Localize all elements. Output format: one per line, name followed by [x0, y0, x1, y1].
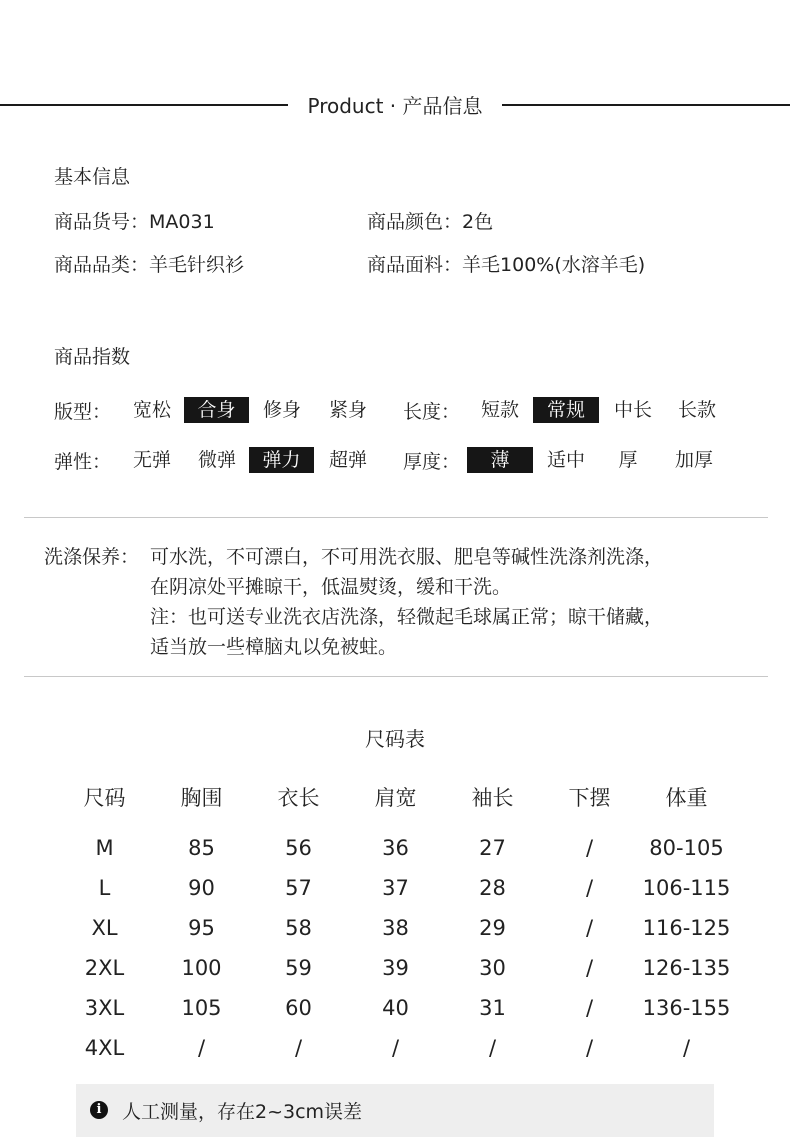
- header-rule-right: [502, 104, 790, 106]
- thickness-option-medium: 适中: [546, 449, 585, 471]
- table-cell: 2XL: [84, 956, 125, 980]
- table-cell: /: [585, 956, 594, 980]
- table-row: [56, 868, 735, 908]
- table-cell: 30: [479, 956, 506, 980]
- thickness-option-thick: 厚: [618, 449, 638, 471]
- product-color-value: 2色: [462, 211, 494, 233]
- table-cell: M: [95, 836, 114, 860]
- table-cell: 106-115: [642, 876, 731, 900]
- table-cell: 85: [188, 836, 215, 860]
- product-color: [367, 207, 493, 234]
- table-cell: /: [585, 916, 594, 940]
- table-cell: 90: [188, 876, 215, 900]
- table-row: [56, 822, 735, 868]
- elastic-option-stretch: 弹力: [249, 447, 314, 473]
- product-fabric-value: 羊毛100%(水溶羊毛): [462, 254, 646, 276]
- product-category: [54, 250, 244, 277]
- table-row: [56, 1028, 735, 1068]
- fit-option-slim: 修身: [262, 399, 301, 421]
- table-cell: /: [585, 1036, 594, 1060]
- table-cell: /: [294, 1036, 303, 1060]
- size-table: [56, 772, 735, 1068]
- product-code-label: 商品货号：: [54, 211, 150, 233]
- thickness-option-extra-thick: 加厚: [674, 449, 713, 471]
- care-line-2: 在阴凉处平摊晾干，低温熨烫，缓和干洗。: [150, 576, 512, 598]
- measurement-note-text: 人工测量，存在2~3cm误差: [122, 1101, 363, 1123]
- header-chest: 胸围: [180, 786, 223, 810]
- table-cell: 57: [285, 876, 312, 900]
- page-title: Product · 产品信息: [307, 94, 483, 118]
- table-cell: 59: [285, 956, 312, 980]
- header-sleeve: 袖长: [471, 786, 514, 810]
- table-cell: 37: [382, 876, 409, 900]
- table-cell: /: [488, 1036, 497, 1060]
- measurement-note: [76, 1084, 714, 1137]
- fit-option-regular: 合身: [184, 397, 249, 423]
- table-cell: 116-125: [642, 916, 731, 940]
- product-code-value: MA031: [149, 211, 215, 233]
- table-cell: 105: [181, 996, 222, 1020]
- care-line-1: 可水洗，不可漂白，不可用洗衣服、肥皂等碱性洗涤剂洗涤，: [150, 546, 664, 568]
- table-cell: 27: [479, 836, 506, 860]
- table-cell: 4XL: [84, 1036, 125, 1060]
- basic-info-heading: 基本信息: [54, 166, 131, 188]
- table-cell: 38: [382, 916, 409, 940]
- table-cell: 100: [181, 956, 222, 980]
- thickness-option-thin: 薄: [467, 447, 533, 473]
- fit-option-loose: 宽松: [132, 399, 171, 421]
- elastic-option-super: 超弹: [328, 449, 367, 471]
- elastic-option-slight: 微弹: [197, 449, 236, 471]
- info-icon: i: [90, 1101, 108, 1119]
- thickness-label: 厚度：: [403, 451, 461, 473]
- header-length: 衣长: [277, 786, 320, 810]
- size-table-title: 尺码表: [365, 727, 425, 751]
- header-hem: 下摆: [568, 786, 611, 810]
- table-cell: 40: [382, 996, 409, 1020]
- table-cell: 28: [479, 876, 506, 900]
- product-fabric: [367, 250, 645, 277]
- table-cell: 36: [382, 836, 409, 860]
- product-color-label: 商品颜色：: [367, 211, 463, 233]
- care-line-4: 适当放一些樟脑丸以免被蛀。: [150, 636, 398, 658]
- table-cell: 58: [285, 916, 312, 940]
- length-option-mid: 中长: [613, 399, 652, 421]
- elastic-option-none: 无弹: [132, 449, 171, 471]
- fit-label: 版型：: [54, 401, 112, 423]
- divider-bottom: [24, 676, 768, 677]
- table-cell: /: [682, 1036, 691, 1060]
- elasticity-label: 弹性：: [54, 451, 112, 473]
- size-table-header: [56, 772, 735, 822]
- table-cell: /: [585, 876, 594, 900]
- table-cell: /: [391, 1036, 400, 1060]
- table-cell: 136-155: [642, 996, 731, 1020]
- header-size: 尺码: [83, 786, 126, 810]
- table-cell: /: [585, 836, 594, 860]
- product-index-heading: 商品指数: [54, 346, 131, 368]
- table-cell: 126-135: [642, 956, 731, 980]
- length-option-regular: 常规: [533, 397, 599, 423]
- table-cell: /: [197, 1036, 206, 1060]
- header-shoulder: 肩宽: [374, 786, 417, 810]
- table-cell: /: [585, 996, 594, 1020]
- header-weight: 体重: [665, 786, 708, 810]
- table-cell: XL: [91, 916, 118, 940]
- product-code: [54, 207, 215, 234]
- table-cell: 31: [479, 996, 506, 1020]
- table-cell: 3XL: [84, 996, 125, 1020]
- length-option-long: 长款: [677, 399, 716, 421]
- care-line-3: 注：也可送专业洗衣店洗涤，轻微起毛球属正常；晾干储藏，: [150, 606, 664, 628]
- product-category-value: 羊毛针织衫: [149, 254, 245, 276]
- table-cell: 39: [382, 956, 409, 980]
- table-row: [56, 908, 735, 948]
- product-fabric-label: 商品面料：: [367, 254, 463, 276]
- table-cell: 60: [285, 996, 312, 1020]
- length-label: 长度：: [403, 401, 461, 423]
- care-label: 洗涤保养：: [44, 546, 140, 568]
- fit-option-tight: 紧身: [328, 399, 367, 421]
- table-cell: 95: [188, 916, 215, 940]
- divider-top: [24, 517, 768, 518]
- table-row: [56, 988, 735, 1028]
- table-cell: 29: [479, 916, 506, 940]
- length-option-short: 短款: [480, 399, 519, 421]
- table-cell: L: [98, 876, 111, 900]
- table-row: [56, 948, 735, 988]
- product-category-label: 商品品类：: [54, 254, 150, 276]
- table-cell: 56: [285, 836, 312, 860]
- table-cell: 80-105: [649, 836, 724, 860]
